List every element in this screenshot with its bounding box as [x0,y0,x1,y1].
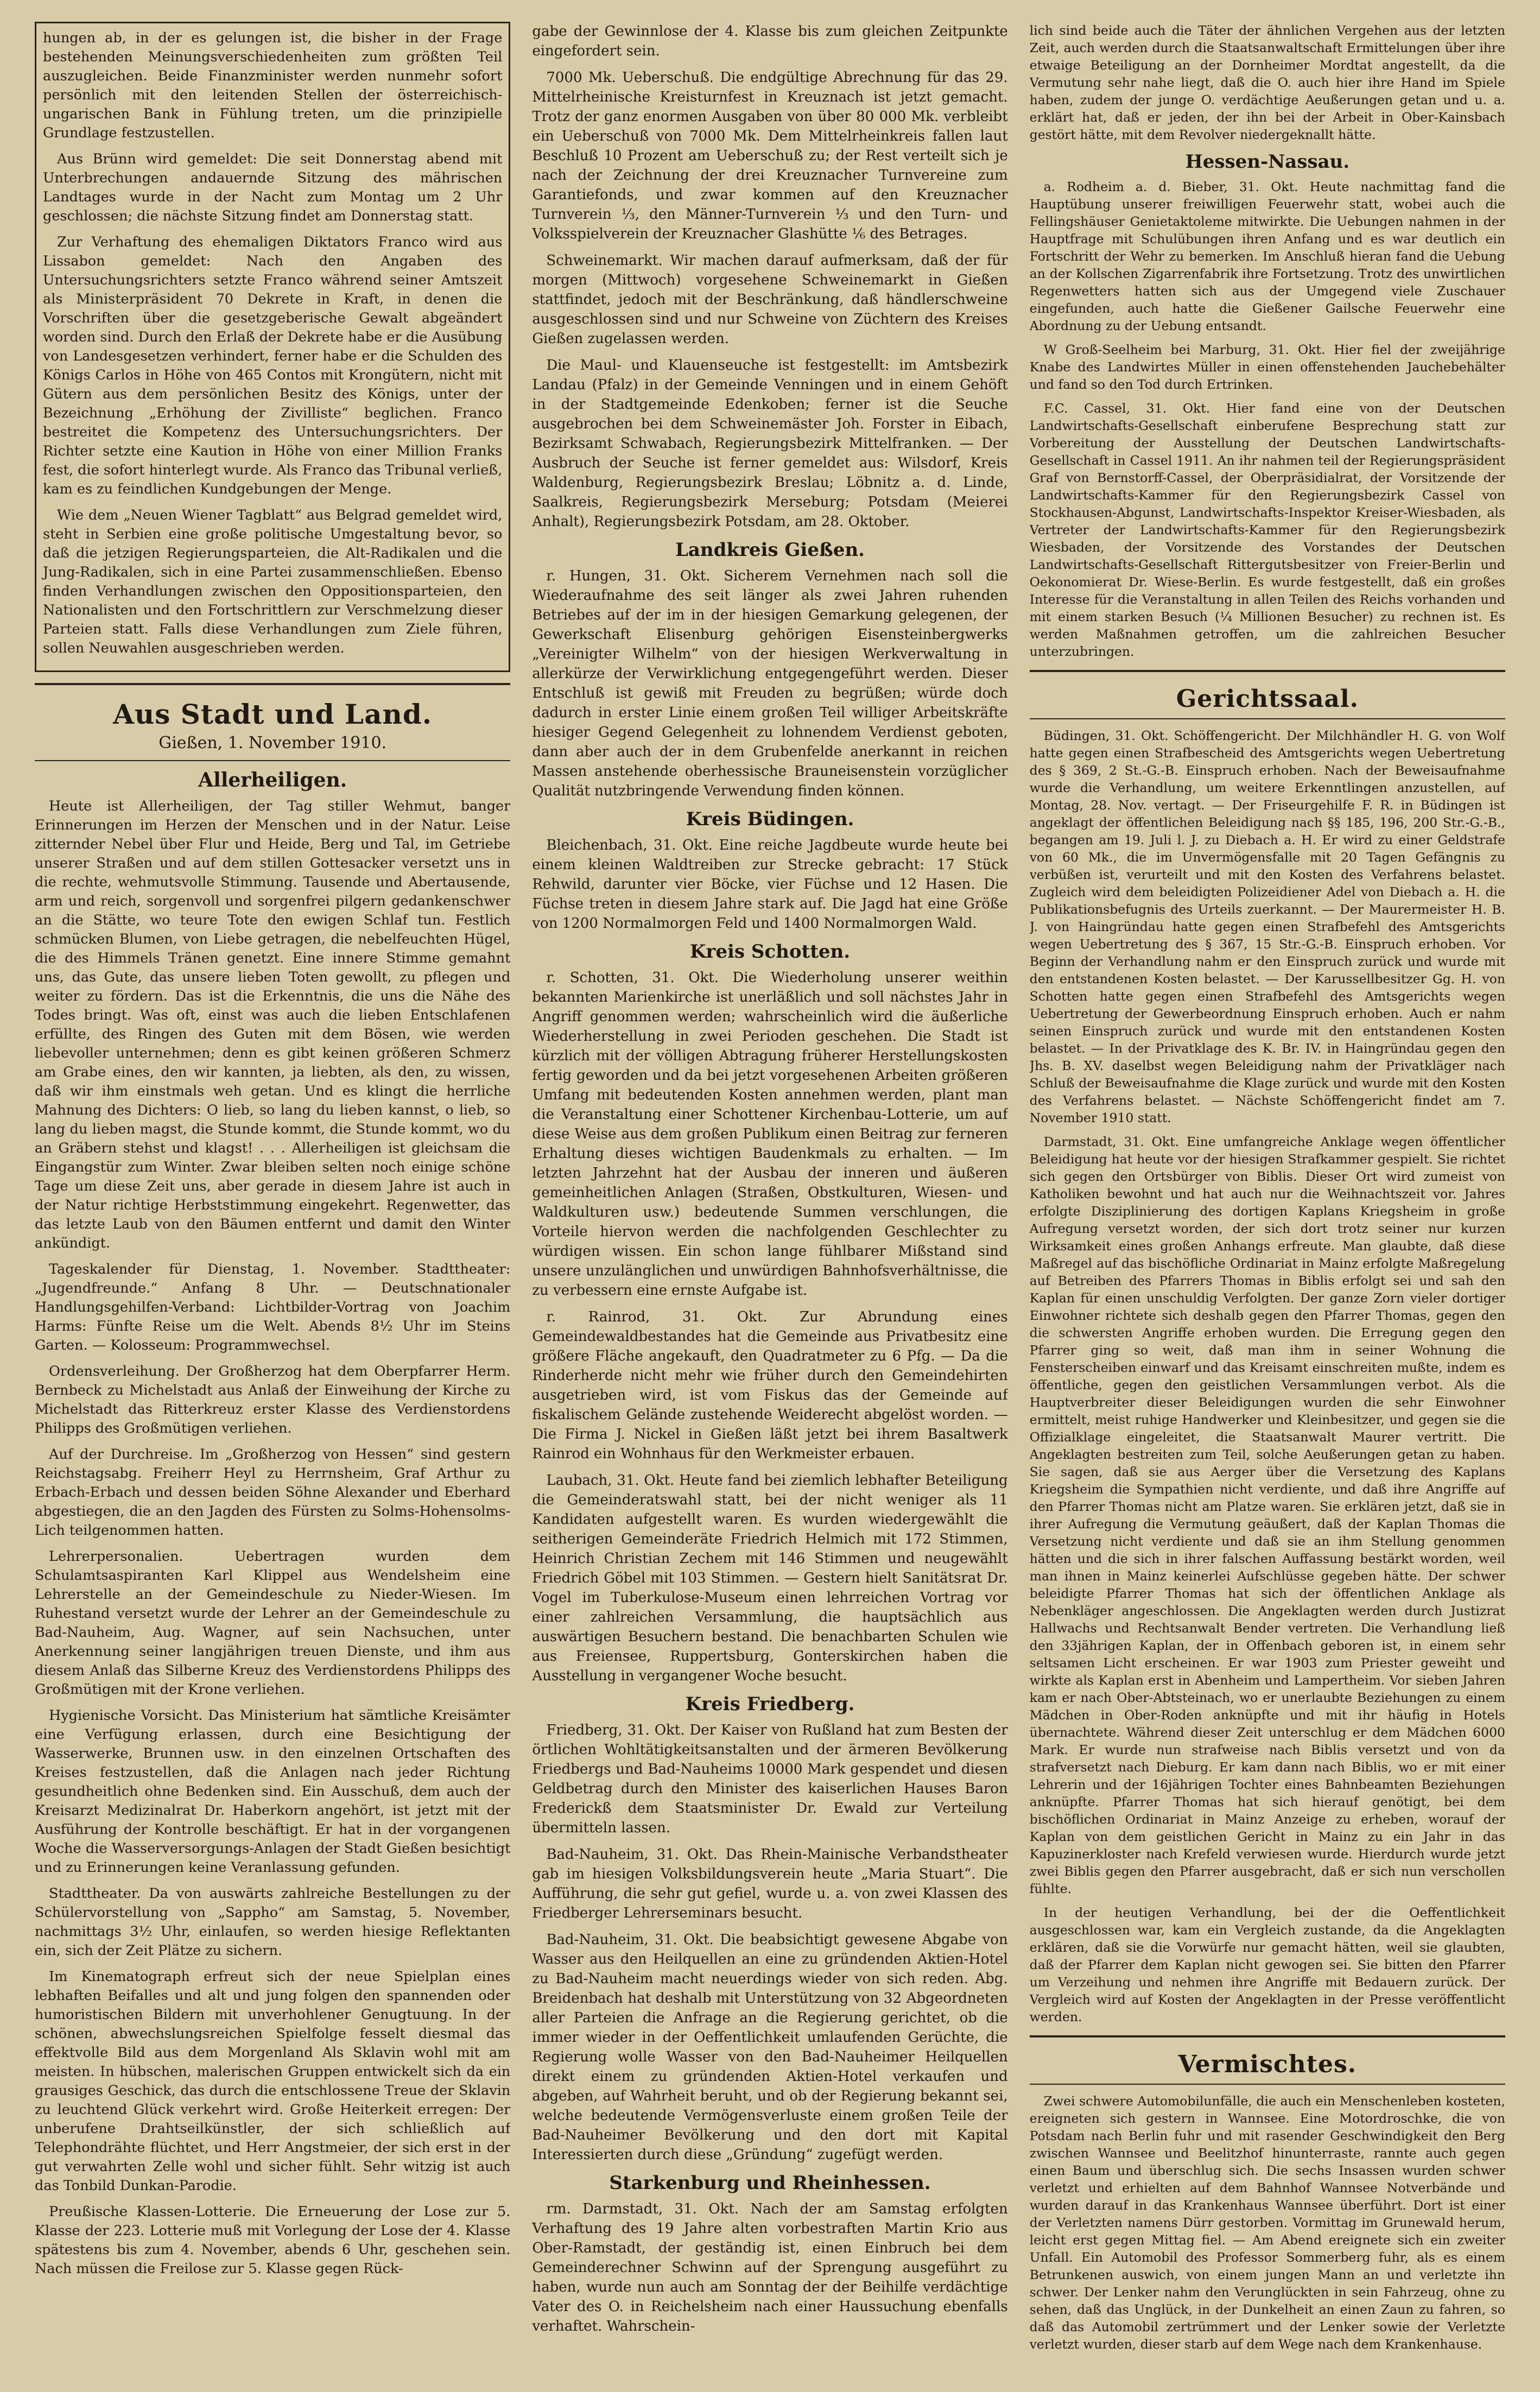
region-heading: Landkreis Gießen. [675,539,865,561]
section-title-vermischtes: Vermischtes. [1178,2051,1357,2078]
section-header [35,683,510,761]
article-paragraph: Bleichenbach, 31. Okt. Eine reiche Jagdbeute wurde heute bei einem kleinen Waldtreiben zur Strecke gebracht: 17 Stück Rehwild, darunter vier Böcke, vier Füchse und 12 Hasen. Die Füchse treten in diesem Jahre stark auf. Die Jagd hat eine Größe von 1200 Normalmorgen Feld und 1400 Normalmorgen Wald. [532,837,1008,932]
article-paragraph: In der heutigen Verhandlung, bei der die Oeffentlichkeit ausgeschlossen war, kam ein Vergleich zustande, da die Angeklagten erklären, daß sie die Vorwürfe nur gemacht hätten, weil sie glaubten, daß der Pfarrer dem Kaplan nicht gewogen sei. Sie bitten den Pfarrer um Verzeihung und nehmen ihre Angriffe mit Bedauern zurück. Der Vergleich wird auf Kosten der Angeklagten in der Presse veröffentlicht werden. [1029,1905,1505,2024]
article-paragraph: Stadttheater. Da von auswärts zahlreiche Bestellungen zu der Schülervorstellung von „Sappho“ am Samstag, 5. November, nachmittags 3½ Uhr, einlaufen, so werden hiesige Reflektanten ein, sich der Zeit Plätze zu sichern. [35,1885,511,1959]
article-paragraph: Laubach, 31. Okt. Heute fand bei ziemlich lebhafter Beteiligung die Gemeinderatswahl statt, bei der nicht weniger als 11 Kandidaten aufgestellt waren. Es wurden wiedergewählt die seitherigen Gemeinderäte Friedrich Helmich mit 172 Stimmen, Heinrich Christian Zechem mit 146 Stimmen und neugewählt Friedrich Göbel mit 103 Stimmen. — Gestern hielt Sanitätsrat Dr. Vogel im Tuberkulose-Museum einen lehrreichen Vortrag vor einer zahlreichen Versammlung, die hauptsächlich aus auswärtigen Besuchern bestand. Die benachbarten Schulen wie aus Freiensee, Ruppertsburg, Gonterskirchen haben die Ausstellung in vergangener Woche besucht. [532,1472,1008,1684]
article-paragraph: lich sind beide auch die Täter der ähnlichen Vergehen aus der letzten Zeit, auch werden durch die Staatsanwaltschaft Ermittelungen über ihre etwaige Beteiligung an der Dornheimer Mordtat angestellt, da die Vermutung sehr nahe liegt, daß die O. auch hier ihre Hand im Spiele haben, zudem der junge O. verdächtige Aeußerungen getan und u. a. erklärt hat, daß er jeden, der ihn bei der Arbeit in Ober-Kainsbach gestört hätte, mit dem Revolver niedergeknallt hätte. [1029,23,1505,142]
article-paragraph: Hygienische Vorsicht. Das Ministerium hat sämtliche Kreisämter eine Verfügung erlassen, durch eine Besichtigung der Wasserwerke, Brunnen usw. in den einzelnen Ortschaften des Kreises festzustellen, daß die Anlagen nach jeder Richtung gesundheitlich ohne Bedenken sind. Ein Ausschuß, dem auch der Kreisarzt Medizinalrat Dr. Haberkorn angehört, ist jetzt mit der Ausführung der Kontrolle beschäftigt. Er hat in der vorgangenen Woche die Wasserversorgungs-Anlagen der Stadt Gießen besichtigt und zu Erinnerungen keine Veranlassung gefunden. [35,1707,511,1876]
section-header [1030,2035,1505,2085]
article-paragraph: Tageskalender für Dienstag, 1. November. Stadttheater: „Jugendfreunde.“ Anfang 8 Uhr. — Deutschnationaler Handlungsgehilfen-Verband: Lichtbilder-Vortrag von Joachim Harms: Fünfte Reise um die Welt. Abends 8½ Uhr im Steins Garten. — Kolosseum: Programmwechsel. [35,1261,511,1353]
region-heading: Kreis Schotten. [689,941,851,963]
article-paragraph: Bad-Nauheim, 31. Okt. Das Rhein-Mainische Verbandstheater gab im hiesigen Volksbildungsverein heute „Maria Stuart“. Die Aufführung, die sehr gut gefiel, wurde u. a. von zwei Klassen des Friedberger Lehrerseminars besucht. [532,1846,1008,1921]
column-1 [35,22,510,2370]
article-paragraph: Heute ist Allerheiligen, der Tag stiller Wehmut, banger Erinnerungen im Herzen der Menschen und in der Natur. Leise zitternder Nebel über Flur und Heide, Berg und Tal, im Getriebe unserer Straßen und auf dem stillen Gottesacker versetzt uns in die rechte, wehmutsvolle Stimmung. Tausende und Abertausende, arm und reich, sorgenvoll und sorgenfrei pilgern gedankenschwer an die Stätte, wo teure Tote den ewigen Schlaf tun. Festlich schmücken Blumen, von Liebe getragen, die nebelfeuchten Hügel, die des Himmels Tränen genetzt. Eine innere Stimme gemahnt uns, das Gute, das unsere lieben Toten gewollt, zu pflegen und weiter zu fördern. Das ist die Erkenntnis, die uns die Nähe des Todes bringt. Was oft, einst was auch die lieben Entschlafenen erfüllte, des Ringen des Guten mit dem Bösen, wie werden liebevoller unternehmen; denn es gibt keinen größeren Schmerz am Grabe eines, den wir kannten, ja liebten, als den, zu wissen, daß wir ihm einstmals weh getan. Und es klingt die herrliche Mahnung des Dichters: O lieb, so lang du lieben kannst, o lieb, so lang du lieben magst, die Stunde kommt, die Stunde kommt, wo du an Gräbern stehst und klagst! . . . Allerheiligen ist gleichsam die Eingangstür zum Winter. Zwar bleiben selten noch einige schöne Tage um diese Zeit uns, aber gerade in diesem Jahre ist auch in der Natur richtige Herbststimmung eingekehrt. Regenwetter, das das letzte Laub von den Bäumen entfernt und damit den Winter ankündigt. [35,798,511,1251]
article-paragraph: r. Rainrod, 31. Okt. Zur Abrundung eines Gemeindewaldbestandes hat die Gemeinde aus Privatbesitz eine größere Fläche angekauft, den Quadratmeter zu 6 Pfg. — Da die Rinderherde nicht mehr wie früher durch den Gemeindehirten ausgetrieben wird, ist vom Fiskus das der Gemeinde auf fiskalischem Gelände zustehende Weiderecht abgelöst worden. — Die Firma J. Nickel in Gießen läßt jetzt bei ihrem Basaltwerk Rainrod ein Wohnhaus für den Werkmeister erbauen. [532,1309,1008,1462]
article-paragraph: r. Hungen, 31. Okt. Sicherem Vernehmen nach soll die Wiederaufnahme des seit länger als zwei Jahren ruhenden Betriebes auf der im in der hiesigen Gemarkung gelegenen, der Gewerkschaft Elisenburg gehörigen Eisensteinbergwerks „Vereinigter Wilhelm“ von der hiesigen Werkverwaltung in allerkürze der Verwirklichung entgegengeführt werden. Dieser Entschluß ist gewiß mit Freuden zu begrüßen; würde doch dadurch in erster Linie einem großen Teil williger Arbeitskräfte hiesiger Gegend Gelegenheit zu lohnendem Verdienst geboten, dann aber auch der in dem Grubenfelde anerkannt in reichen Massen anstehende oberhessische Brauneisenstein vorzüglicher Qualität nutzbringende Verwendung finden können. [532,568,1008,799]
article-paragraph: Ordensverleihung. Der Großherzog hat dem Oberpfarrer Herm. Bernbeck zu Michelstadt aus Anlaß der Einweihung der Kirche zu Michelstadt das Ritterkreuz erster Klasse des Verdienstordens Philipps des Großmütigen verliehen. [35,1363,511,1437]
article-paragraph: rm. Darmstadt, 31. Okt. Nach der am Samstag erfolgten Verhaftung des 19 Jahre alten vorbestraften Martin Krio aus Ober-Ramstadt, der geständig ist, einen Einbruch bei dem Gemeinderechner Schwinn auf der Sprengung ausgeführt zu haben, wurde nun auch am Sonntag der der Beihilfe verdächtige Vater des O. in Reichelsheim nach einer Haussuchung ebenfalls verhaftet. Wahrschein- [532,2201,1008,2334]
article-paragraph: Friedberg, 31. Okt. Der Kaiser von Rußland hat zum Besten der örtlichen Wohltätigkeitsanstalten und der ärmeren Bevölkerung Friedbergs und Bad-Nauheims 10000 Mark gespendet und diesen Geldbetrag durch den Minister des kaiserlichen Hauses Baron Frederickß dem Staatsminister Dr. Ewald zur Verteilung übermitteln lassen. [532,1722,1008,1836]
article-paragraph: Zwei schwere Automobilunfälle, die auch ein Menschenleben kosteten, ereigneten sich gestern in Wannsee. Eine Motordroschke, die von Potsdam nach Berlin fuhr und mit rasender Geschwindigkeit den Berg zwischen Wannsee und Beelitzhof hinunterraste, rannte auch gegen einen Baum und überschlug sich. Die sechs Insassen wurden schwer verletzt und erhielten auf dem Bahnhof Wannsee Notverbände und wurden darauf in das Krankenhaus Wannsee überführt. Dort ist einer der Verletzten namens Dürr gestorben. Vormittag im Grunewald herum, leicht erst gegen Mittag fiel. — Am Abend ereignete sich ein zweiter Unfall. Ein Automobil des Professor Sommerberg fuhr, als es einem Betrunkenen auswich, von einem jungen Mann an und verletzte ihn schwer. Der Lenker nahm den Verunglückten in sein Fahrzeug, ohne zu sehen, daß das Unglück, in der Dunkelheit an einen Zaun zu fahren, so daß das Automobil zertrümmert und der Lenker sowie der Verletzte verletzt wurden, dieser starb auf dem Wege nach dem Krankenhause. [1029,2093,1505,2352]
column-3 [1030,22,1505,2370]
article-paragraph: Im Kinematograph erfreut sich der neue Spielplan eines lebhaften Beifalles und alt und jung folgen den spannenden oder humoristischen Bildern mit unverhohlener Genugtuung. In der schönen, abwechslungsreichen Spielfolge fesselt diesmal das effektvolle Bild aus dem Morgenland Als Sklavin wohl mit am meisten. In hübschen, malerischen Gruppen entwickelt sich da ein grausiges Geschick, das durch die entschlossene Treue der Sklavin zu leuchtend Glück verkehrt wird. Große Heiterkeit erregen: Der unberufene Drahtseilkünstler, der sich schließlich auf Telephondrähte flüchtet, und Herr Angstmeier, der sich erst in der gut verwahrten Zelle wohl und sicher fühlt. Sehr witzig ist auch das Tonbild Dunkan-Parodie. [35,1969,511,2194]
section-header [1030,670,1505,719]
article-paragraph: r. Schotten, 31. Okt. Die Wiederholung unserer weithin bekannten Marienkirche ist unerläßlich und soll nächstes Jahr in Angriff genommen werden; wahrscheinlich wird die äußerliche Wiederherstellung in zwei Perioden geschehen. Die Stadt ist kürzlich mit der völligen Abtragung früherer Herstellungskosten fertig geworden und da bei jetzt vorgesehenen Arbeiten größeren Umfang mit bedeutenden Kosten annehmen werden, plant man die Veranstaltung einer Schottener Kirchenbau-Lotterie, um auf diese Weise aus dem großen Publikum einen Beitrag zur ferneren Erhaltung dieses wichtigen Baudenkmals zu erhalten. — Im letzten Jahrzehnt hat der Ausbau der inneren und äußeren gemeinheitlichen Anlagen (Straßen, Obstkulturen, Wiesen- und Waldkulturen usw.) bedeutende Summen verschlungen, die Vorteile hiervon werden die nachfolgenden Geschlechter zu würdigen wissen. Ein schon lange fühlbarer Mißstand sind unsere unzulänglichen und unwürdigen Bahnhofsverhältnisse, die zu verbessern eine ernste Aufgabe ist. [532,970,1008,1299]
article-paragraph: Wie dem „Neuen Wiener Tagblatt“ aus Belgrad gemeldet wird, steht in Serbien eine große politische Umgestaltung bevor, so daß die jetzigen Regierungsparteien, die Alt-Radikalen und die Jung-Radikalen, sich in eine Partei zusammenschließen. Ebenso finden Verhandlungen zwischen den Oppositionsparteien, den Nationalisten und den Fortschrittlern zur Verschmelzung dieser Parteien statt. Falls diese Verhandlungen zum Ziele führen, sollen Neuwahlen ausgeschrieben werden. [43,507,503,656]
article-paragraph: W Groß-Seelheim bei Marburg, 31. Okt. Hier fiel der zweijährige Knabe des Landwirtes Müller in einen offenstehenden Jauchebehälter und fand so den Tod durch Ertrinken. [1029,342,1505,392]
article-paragraph: Lehrerpersonalien. Uebertragen wurden dem Schulamtsaspiranten Karl Klippel aus Wendelsheim eine Lehrerstelle an der Gemeindeschule zu Nieder-Wiesen. Im Ruhestand versetzt wurde der Lehrer an der Gemeindeschule zu Bad-Nauheim, Aug. Wagner, auf sein Nachsuchen, unter Anerkennung seiner langjährigen treuen Dienste, und ihm aus diesem Anlaß das Silberne Kreuz des Verdienstordens Philipps des Großmütigen mit der Krone verliehen. [35,1548,511,1698]
article-paragraph: a. Rodheim a. d. Bieber, 31. Okt. Heute nachmittag fand die Hauptübung unserer freiwilligen Feuerwehr statt, wobei auch die Fellingshäuser Genietaktoleme mitwirkte. Die Uebungen nahmen in der Hauptfrage mit Schulübungen ihren Anfang und es war deutlich ein Fortschritt der Wehr zu bemerken. Im Anschluß hieran fand die Uebung an der Kollschen Zigarrenfabrik ihre Fortsetzung. Trotz des unwirtlichen Regenwetters hatten sich aus der Umgegend viele Zuschauer eingefunden, auch hatte die Gießener Gailsche Feuerwehr eine Abordnung zu der Uebung entsandt. [1029,179,1505,333]
article-paragraph: F.C. Cassel, 31. Okt. Hier fand eine von der Deutschen Landwirtschafts-Gesellschaft einberufene Besprechung statt zur Vorbereitung der Ausstellung der Deutschen Landwirtschafts-Gesellschaft in Cassel 1911. An ihr nahmen teil der Regierungspräsident Graf von Bernstorff-Cassel, der Oberpräsidialrat, der Vorsitzende der Landwirtschafts-Kammer für den Regierungsbezirk Cassel von Stockhausen-Abgunst, Landwirtschafts-Inspektor Kreiser-Wiesbaden, als Vertreter der Landwirtschafts-Kammer für den Regierungsbezirk Wiesbaden, der Vorsitzende des Vorstandes der Deutschen Landwirtschafts-Gesellschaft Rittergutsbesitzer von Freier-Berlin und Oekonomierat Dr. Wiese-Berlin. Es wurde festgestellt, daß ein großes Interesse für die Veranstaltung in allen Teilen des Reichs vorhanden und mit einem starken Besuch (¼ Millionen Besucher) zu rechnen ist. Es werden Maßnahmen getroffen, um die zahlreichen Besucher unterzubringen. [1029,401,1505,659]
article-paragraph: Zur Verhaftung des ehemaligen Diktators Franco wird aus Lissabon gemeldet: Nach den Angaben des Untersuchungsrichters setzte Franco während seiner Amtszeit als Ministerpräsident 70 Dekrete in Kraft, in denen die Vorschriften über die gesetzgeberische Gewalt abgeändert worden sind. Durch den Erlaß der Dekrete habe er die Ausübung von Landesgesetzen verhindert, ferner habe er die Schulden des Königs Carlos in Höhe von 465 Contos mit Krongütern, nicht mit Gütern aus dem persönlichen Besitz des Königs, unter der Bezeichnung „Erhöhung der Zivilliste“ beglichen. Franco bestreitet die Kompetenz des Untersuchungsrichters. Der Richter setzte eine Kaution in Höhe von einer Million Franks fest, die sofort hinterlegt wurde. Als Franco das Tribunal verließ, kam es zu feindlichen Kundgebungen der Menge. [43,234,503,497]
dateline: Gießen, 1. November 1910. [159,733,387,752]
article-paragraph: Preußische Klassen-Lotterie. Die Erneuerung der Lose zur 5. Klasse der 223. Lotterie muß mit Vorlegung der Lose der 4. Klasse spätestens bis zum 4. November, abends 6 Uhr, geschehen sein. Nach müssen die Freilose zur 5. Klasse gegen Rück- [35,2204,511,2277]
article-paragraph: Aus Brünn wird gemeldet: Die seit Donnerstag abend mit Unterbrechungen andauernde Sitzung des mährischen Landtages wurde in der Nacht zum Montag um 2 Uhr geschlossen; die nächste Sitzung findet am Donnerstag statt. [43,151,503,224]
region-heading: Starkenburg und Rheinhessen. [609,2172,931,2194]
region-heading: Hessen-Nassau. [1185,151,1350,173]
article-paragraph: Auf der Durchreise. Im „Großherzog von Hessen“ sind gestern Reichstagsabg. Freiherr Heyl zu Herrnsheim, Graf Arthur zu Erbach-Erbach und dessen beiden Söhne Alexander und Eberhard abgestiegen, die an den Jagden des Fürsten zu Solms-Hohensolms-Lich teilgenommen hatten. [35,1446,511,1539]
article-paragraph: hungen ab, in der es gelungen ist, die bisher in der Frage bestehenden Meinungsverschiedenheiten zum größten Teil auszugleichen. Beide Finanzminister werden nunmehr sofort persönlich mit den leitenden Stellen der österreichisch-ungarischen Bank in Fühlung treten, um die prinzipielle Grundlage festzustellen. [43,30,503,141]
article-heading: Allerheiligen. [198,769,347,792]
section-title-stadt-und-land: Aus Stadt und Land. [113,698,433,730]
politics-box [35,22,510,672]
article-paragraph: Büdingen, 31. Okt. Schöffengericht. Der Milchhändler H. G. von Wolf hatte gegen einen Strafbescheid des Amtsgerichts wegen Uebertretung des § 369, 2 St.-G.-B. Einspruch erhoben. Nach der Beweisaufnahme wurde die Verhandlung, um weitere Erkenntlingen anzustellen, auf Montag, 28. Nov. vertagt. — Der Friseurgehilfe F. R. in Büdingen ist angeklagt der öffentlichen Beleidigung nach §§ 185, 196, 200 Str.-G.-B., begangen am 19. Juli l. J. zu Diebach a. H. Er wird zu einer Geldstrafe von 60 Mk., die im Unvermögensfalle mit 20 Tagen Gefängnis zu verbüßen ist, verurteilt und mit den Kosten des Verfahrens belastet. Zugleich wird dem beleidigten Polizeidiener Adel von Diebach a. H. die Publikationsbefugnis des Urteils zuerkannt. — Der Maurermeister H. B. J. von Haingründau hatte gegen einen Strafbefehl des Amtsgerichts wegen Uebertretung des § 367, 15 Str.-G.-B. Einspruch erhoben. Vor Beginn der Verhandlung nahm er den Einspruch zurück und wurde mit den entstandenen Kosten belastet. — Der Karussellbesitzer Gg. H. von Schotten hatte gegen einen Strafbefehl des Amtsgerichts wegen Uebertretung der Gewerbeordnung Einspruch erhoben. Auch er nahm seinen Einspruch zurück und wurde mit den entstandenen Kosten belastet. — In der Privatklage des K. Br. IV. in Haingründau gegen den Jhs. B. XV. daselbst wegen Beleidigung nahm der Privatkläger nach Schluß der Beweisaufnahme die Klage zurück und wurde mit den Kosten des Verfahrens belastet. — Nächste Schöffengericht findet am 7. November 1910 statt. [1029,728,1505,1125]
article-paragraph: Darmstadt, 31. Okt. Eine umfangreiche Anklage wegen öffentlicher Beleidigung hat heute vor der hiesigen Strafkammer gespielt. Sie richtet sich gegen den Ortsbürger von Biblis. Dieser Ort wird zumeist von Katholiken bewohnt und hat auch nur die Weihnachtszeit vor. Jahres erfolgte Disziplinierung des dortigen Kaplans Kriegsheim in große Aufregung versetzt worden, der sich dort trotz seiner nur kurzen Wirksamkeit eines großen Anhangs erfreute. Man glaubte, daß diese Maßregel auf das bischöfliche Ordinariat in Mainz erfolgte Maßregelung auf Betreiben des Pfarrers Thomas in Biblis erfolgt sei und sah den Kaplan für einen unschuldig Verfolgten. Der ganze Zorn vieler dortiger Einwohner richtete sich deshalb gegen den Pfarrer Thomas, gegen den die schwersten Angriffe erhoben wurden. Die Erregung gegen den Pfarrer ging so weit, daß man ihm in seiner Wohnung die Fensterscheiben einwarf und das Kreisamt einschreiten mußte, indem es öffentliche, gegen den geistlichen Versammlungen verbot. Als die Hauptverbreiter dieser Beleidigungen wurden die sehr Einwohner ermittelt, meist ruhige Handwerker und Kleinbesitzer, und gegen sie die Offizialklage eingeleitet, die Staatsanwalt Maurer vertritt. Die Angeklagten bestreiten zum Teil, solche Aeußerungen getan zu haben. Sie sagen, daß sie aus Aerger über die Versetzung des Kaplans Kriegsheim die Sympathien nicht verdiente, und daß ihre Angriffe auf den Pfarrer Thomas nicht am Platze waren. Sie erklären jetzt, daß sie in ihrer Aufregung die Vermutung geäußert, daß der Kaplan Thomas die Versetzung nicht verdiente und daß sie an ihm Stellung genommen hätten und die sich in ihrer falschen Auffassung bestärkt worden, weil man ihnen in Mainz keinerlei Aufschlüsse gegeben hätte. Der schwer beleidigte Pfarrer Thomas hat sich der öffentlichen Anklage als Nebenkläger angeschlossen. Die Angeklagten werden durch Justizrat Hallwachs und Rechtsanwalt Bender vertreten. Die Verhandlung ließ den 33jährigen Kaplan, der in Offenbach geboren ist, in einem sehr seltsamen Licht erscheinen. Er war 1903 zum Priester geweiht und wirkte als Kaplan erst in Abenheim und Lampertheim. Vor sieben Jahren kam er nach Ober-Abtsteinach, wo er unerlaubte Beziehungen zu einem Mädchen in Ober-Roden anknüpfte und mit ihr häufig in Hotels übernachtete. Während dieser Zeit unterschlug er dem Mädchen 6000 Mark. Er wurde nun strafweise nach Biblis versetzt und von da strafversetzt nach Dieburg. Er kam dann nach Biblis, wo er mit einer Lehrerin und der 16jährigen Tochter eines Bahnbeamten Beziehungen anknüpfte. Pfarrer Thomas hat sich hierauf genötigt, bei dem bischöflichen Ordinariat in Mainz Anzeige zu erheben, worauf der Kaplan von dem geistlichen Gericht in Mainz zu ein Jahr in das Kapuzinerkloster nach Krefeld verwiesen wurde. Hierdurch wurde jetzt zwei Biblis gegen den Pfarrer ausgebracht, daß er sich nun verschollen fühlte. [1029,1134,1505,1896]
region-heading: Kreis Büdingen. [686,808,854,830]
article-paragraph: 7000 Mk. Ueberschuß. Die endgültige Abrechnung für das 29. Mittelrheinische Kreisturnfest in Kreuznach ist jetzt gemacht. Trotz der ganz enormen Ausgaben von über 80 000 Mk. verbleibt ein Ueberschuß von 7000 Mk. Dem Mittelrheinkreis fallen laut Beschluß 10 Prozent am Ueberschuß zu; der Rest verteilt sich je nach der Zeichnung der drei Kreuznacher Turnvereine zum Garantiefonds, und zwar kommen auf den Kreuznacher Turnverein ⅓, den Männer-Turnverein ⅓ und den Turn- und Volksspielverein der Kreuznacher Glashütte ⅙ des Betrages. [532,69,1008,242]
article-paragraph: Bad-Nauheim, 31. Okt. Die beabsichtigt gewesene Abgabe von Wasser aus den Heilquellen an eine zu gründenden Aktien-Hotel zu Bad-Nauheim macht neuerdings wieder von sich reden. Abg. Breidenbach hat deshalb mit Unterstützung von 32 Abgeordneten aller Parteien die Anfrage an die Regierung gerichtet, ob die immer wieder in der Oeffentlichkeit umlaufenden Gerüchte, die Regierung wolle Wasser von den Bad-Nauheimer Heilquellen direkt einem zu gründenden Aktien-Hotel verkaufen und abgeben, auf Wahrheit beruht, und ob der Regierung bekannt sei, welche bedeutende Vermögensverluste einem großen Teile der Bad-Nauheimer Bevölkerung und den dort mit Kapital Interessierten durch diese „Gründung“ zugefügt werden. [532,1932,1008,2163]
article-paragraph: Schweinemarkt. Wir machen darauf aufmerksam, daß der für morgen (Mittwoch) vorgesehene Schweinemarkt in Gießen stattfindet, jedoch mit der Beschränkung, daß händlerschweine ausgeschlossen sind und nur Schweine von Züchtern des Kreises Gießen zugelassen werden. [532,252,1008,347]
article-paragraph: Die Maul- und Klauenseuche ist festgestellt: im Amtsbezirk Landau (Pfalz) in der Gemeinde Venningen und in einem Gehöft in der Stadtgemeinde Edenkoben; ferner ist die Seuche ausgebrochen bei dem Schweinemäster Joh. Forster in Eibach, Bezirksamt Schwabach, Regierungsbezirk Mittelfranken. — Der Ausbruch der Seuche ist ferner gemeldet aus: Wilsdorf, Kreis Waldenburg, Regierungsbezirk Breslau; Löbnitz a. d. Linde, Saalkreis, Regierungsbezirk Merseburg; Potsdam (Meierei Anhalt), Regierungsbezirk Potsdam, am 28. Oktober. [532,357,1008,530]
article-paragraph: gabe der Gewinnlose der 4. Klasse bis zum gleichen Zeitpunkte eingefordert sein. [532,23,1008,59]
column-2 [532,22,1007,2370]
region-heading: Kreis Friedberg. [685,1693,855,1715]
section-title-gerichtssaal: Gerichtssaal. [1176,685,1359,713]
